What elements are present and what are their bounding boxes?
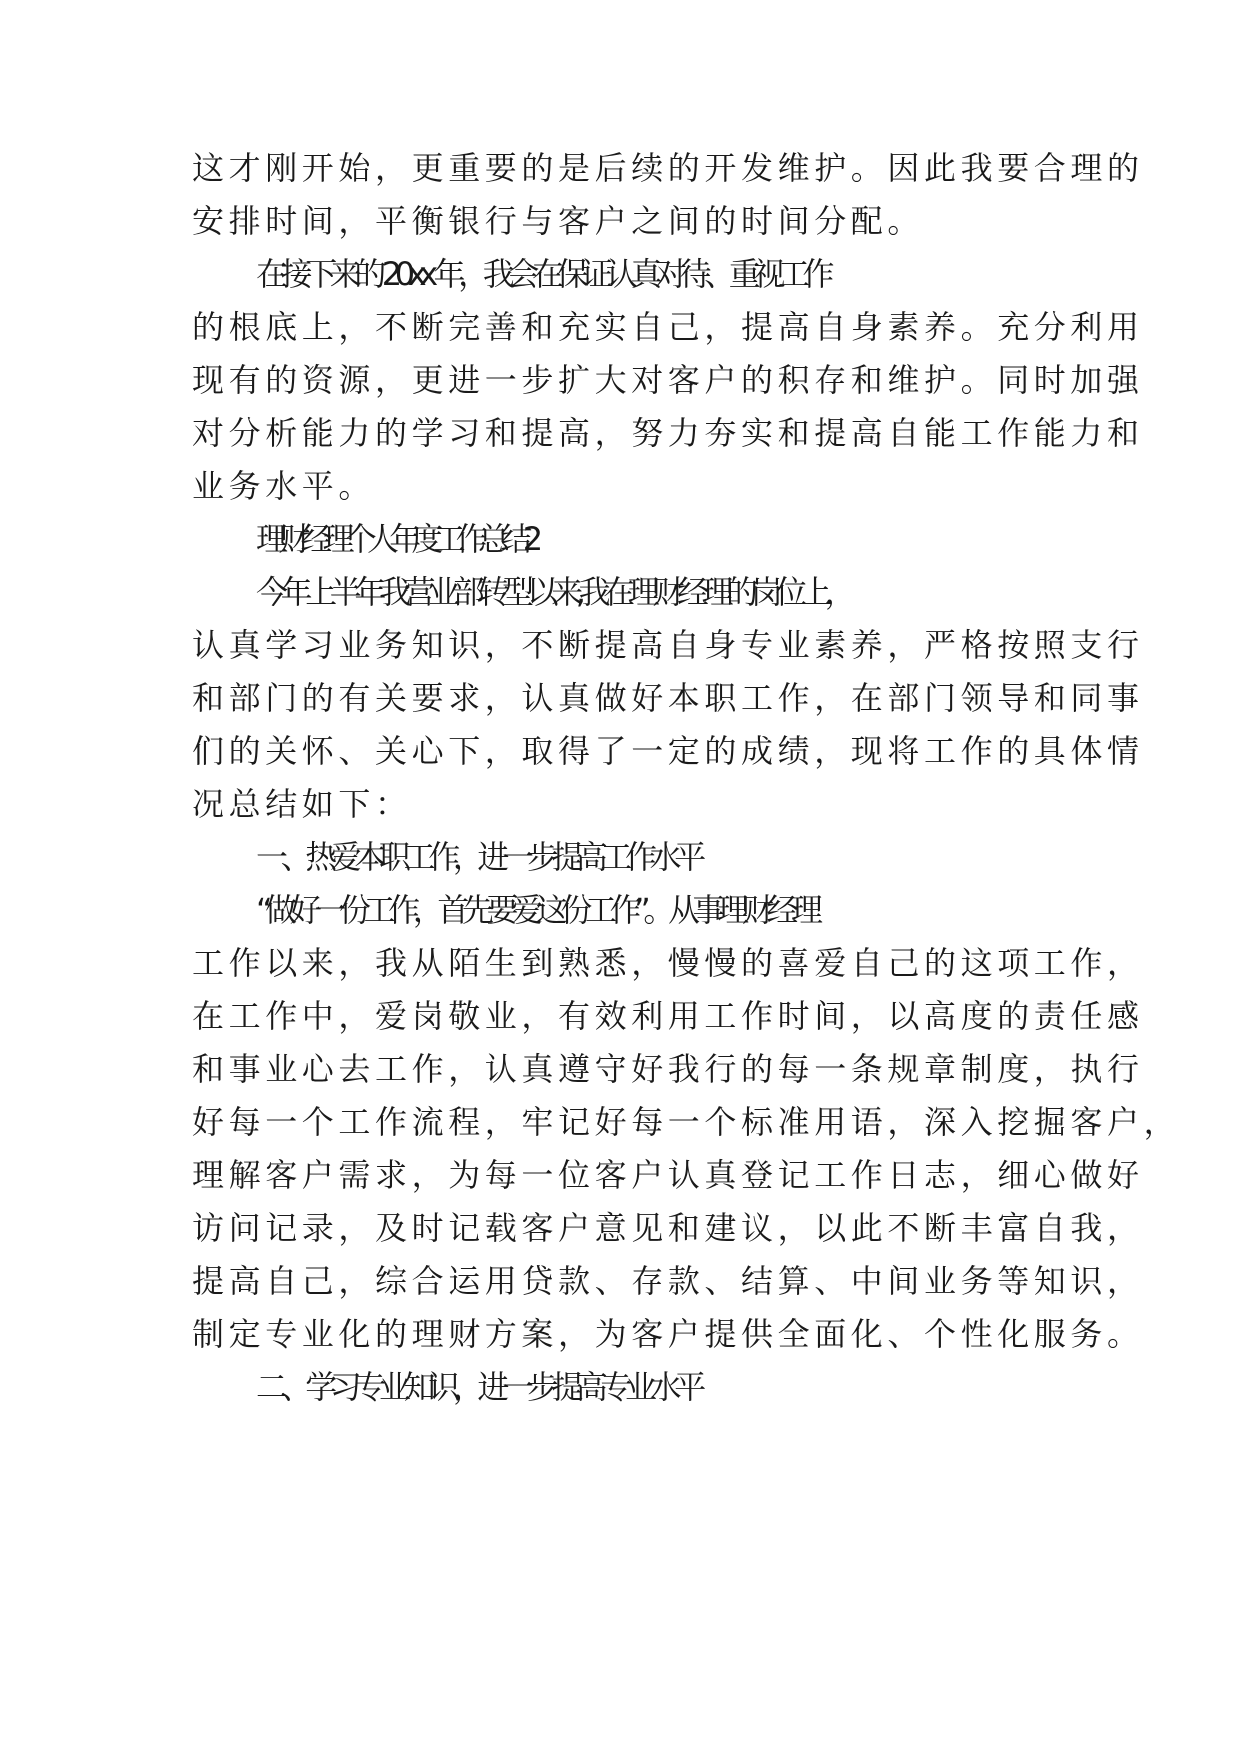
section-heading: 一、热爱本职工作，进一步提高工作水平 <box>256 838 699 876</box>
section-heading: 二、学习专业知识，进一步提高专业水平 <box>256 1368 699 1406</box>
text-line: “做好一份工作，首先要爱这份工作”。从事理财经理 <box>256 891 816 929</box>
text-line: 这才刚开始，更重要的是后续的开发维护。因此我要合理的 <box>192 149 1144 187</box>
text-line: 和事业心去工作，认真遵守好我行的每一条规章制度，执行 <box>192 1050 1144 1088</box>
text-line: 在接下来的 20xx 年，我会在保证认真对待、重视工作 <box>256 255 828 293</box>
text-line: 现有的资源，更进一步扩大对客户的积存和维护。同时加强 <box>192 361 1144 399</box>
text-line: 好每一个工作流程，牢记好每一个标准用语，深入挖掘客户， <box>192 1103 1181 1141</box>
text-line: 访问记录，及时记载客户意见和建议，以此不断丰富自我， <box>192 1209 1144 1247</box>
text-line: 安排时间，平衡银行与客户之间的时间分配。 <box>192 202 925 240</box>
text-line: 工作以来，我从陌生到熟悉，慢慢的喜爱自己的这项工作， <box>192 944 1144 982</box>
text-line: 认真学习业务知识，不断提高自身专业素养，严格按照支行 <box>192 626 1144 664</box>
text-line: 在工作中，爱岗敬业，有效利用工作时间，以高度的责任感 <box>192 997 1144 1035</box>
text-line: 提高自己，综合运用贷款、存款、结算、中间业务等知识， <box>192 1262 1144 1300</box>
section-title: 理财经理个人年度工作总结 2 <box>256 520 534 558</box>
text-line: 况总结如下： <box>192 785 412 823</box>
text-line: 的根底上，不断完善和充实自己，提高自身素养。充分利用 <box>192 308 1144 346</box>
text-line: 对分析能力的学习和提高，努力夯实和提高自能工作能力和 <box>192 414 1144 452</box>
text-line: 今年上半年我营业部转型以来,我在理财经理的岗位上， <box>256 573 850 611</box>
text-line: 制定专业化的理财方案，为客户提供全面化、个性化服务。 <box>192 1315 1144 1353</box>
text-line: 和部门的有关要求，认真做好本职工作，在部门领导和同事 <box>192 679 1144 717</box>
text-line: 理解客户需求，为每一位客户认真登记工作日志，细心做好 <box>192 1156 1144 1194</box>
text-line: 业务水平。 <box>192 467 376 505</box>
text-line: 们的关怀、关心下，取得了一定的成绩，现将工作的具体情 <box>192 732 1144 770</box>
